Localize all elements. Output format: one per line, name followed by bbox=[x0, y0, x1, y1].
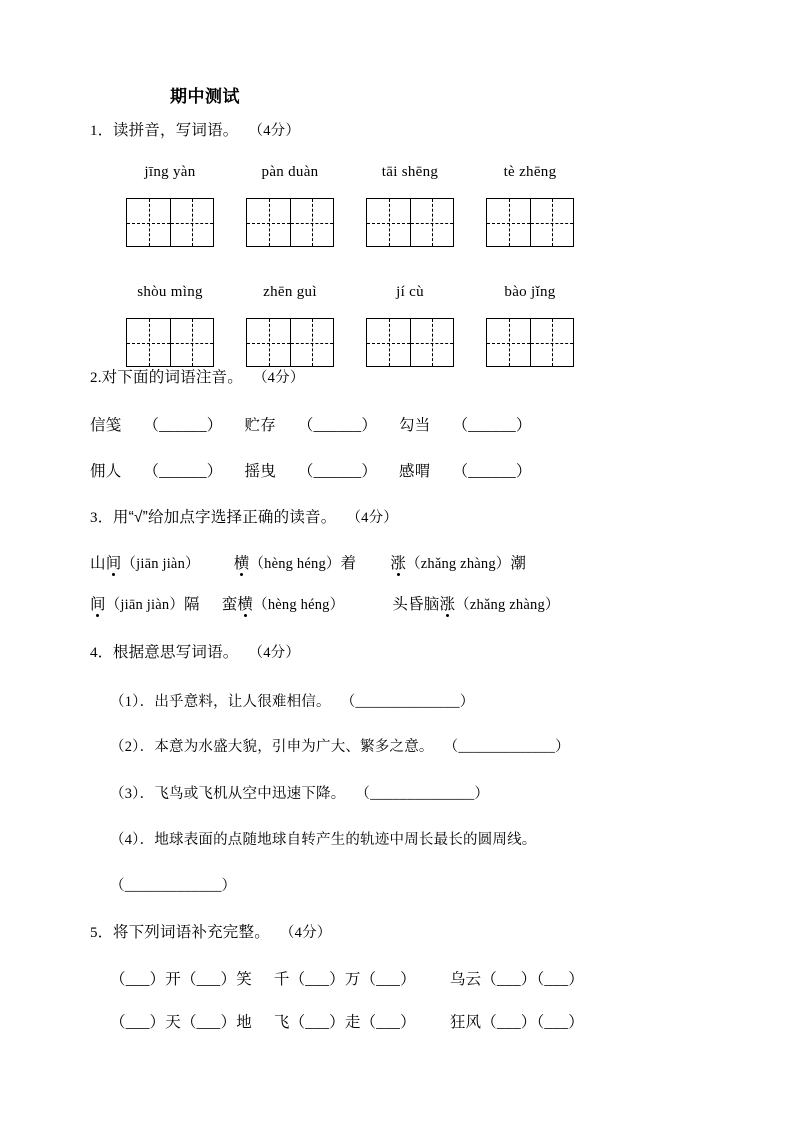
q4-item-4 bbox=[110, 828, 537, 849]
q5-row-2 bbox=[110, 1010, 584, 1032]
pronunciation-options[interactable]: （zhǎng zhàng） bbox=[406, 556, 511, 572]
vocabulary-word: 信笺 bbox=[90, 417, 122, 434]
char-suffix: 潮 bbox=[510, 555, 527, 572]
item-text: 本意为水盛大貌，引申为广大、繁多之意。 bbox=[154, 739, 434, 755]
q4-item-2 bbox=[110, 735, 570, 756]
writing-grid-cell[interactable] bbox=[290, 319, 333, 366]
writing-grid-group[interactable] bbox=[366, 318, 454, 367]
question-5-text: 将下列词语补充完整。 bbox=[112, 924, 270, 941]
idiom-blank-group[interactable]: （___）天（___）地 bbox=[110, 1014, 252, 1031]
answer-blank[interactable]: （______________） bbox=[355, 786, 490, 802]
answer-blank[interactable]: （______） bbox=[452, 463, 532, 480]
char-prefix: 头昏脑 bbox=[392, 596, 440, 613]
question-5-number: 5． bbox=[90, 925, 113, 941]
dotted-char: 间 bbox=[90, 592, 106, 614]
answer-blank[interactable]: （______） bbox=[143, 417, 223, 434]
question-5-points: （4分） bbox=[279, 925, 332, 941]
dotted-char: 涨 bbox=[439, 592, 455, 614]
writing-grid-group[interactable] bbox=[486, 198, 574, 247]
item-label: （2）． bbox=[110, 739, 155, 755]
q3-row-1 bbox=[90, 551, 526, 573]
writing-grid-group[interactable] bbox=[126, 198, 214, 247]
question-3-points: （4分） bbox=[346, 510, 398, 526]
item-text: 地球表面的点随地球自转产生的轨迹中周长最长的圆周线。 bbox=[154, 832, 537, 848]
writing-grid-group[interactable] bbox=[486, 318, 574, 367]
q1-writing-grid-row-1 bbox=[118, 198, 718, 248]
q1-pinyin-row-1 bbox=[118, 164, 718, 186]
pinyin-label: shòu mìng bbox=[137, 284, 203, 300]
question-2-number: 2. bbox=[90, 370, 102, 386]
question-4-points: （4分） bbox=[248, 645, 301, 661]
pinyin-label: tè zhēng bbox=[503, 164, 557, 180]
pronunciation-options[interactable]: （hèng héng） bbox=[253, 597, 345, 613]
item-text: 出乎意料，让人很难相信。 bbox=[154, 694, 331, 710]
item-text: 飞鸟或飞机从空中迅速下降。 bbox=[154, 786, 346, 802]
question-2-text: 对下面的词语注音。 bbox=[101, 369, 243, 386]
writing-grid-cell[interactable] bbox=[530, 319, 573, 366]
idiom-blank-group[interactable]: 千（___）万（___） bbox=[273, 971, 416, 988]
answer-blank[interactable]: （______） bbox=[297, 463, 378, 480]
vocabulary-word: 佣人 bbox=[90, 463, 122, 480]
writing-grid-cell[interactable] bbox=[127, 199, 170, 246]
q4-item-4-blank-line bbox=[110, 874, 236, 895]
question-2-heading bbox=[90, 365, 305, 387]
char-prefix: 蛮 bbox=[221, 596, 238, 613]
vocabulary-word: 贮存 bbox=[244, 417, 276, 434]
answer-blank[interactable]: （______） bbox=[297, 417, 378, 434]
char-suffix: 着 bbox=[340, 555, 357, 572]
item-label: （4）． bbox=[110, 832, 155, 848]
vocabulary-word: 摇曳 bbox=[244, 463, 276, 480]
writing-grid-cell[interactable] bbox=[530, 199, 573, 246]
question-3-heading bbox=[90, 505, 398, 527]
question-3-number: 3． bbox=[90, 510, 113, 526]
question-2-points: （4分） bbox=[252, 370, 305, 386]
answer-blank[interactable]: （______） bbox=[452, 417, 532, 434]
q1-writing-grid-row-2 bbox=[118, 318, 718, 368]
answer-blank[interactable]: （______） bbox=[143, 463, 223, 480]
pinyin-label: tāi shēng bbox=[381, 164, 439, 180]
writing-grid-cell[interactable] bbox=[290, 199, 333, 246]
writing-grid-cell[interactable] bbox=[410, 319, 453, 366]
pinyin-label: jí cù bbox=[396, 284, 424, 300]
answer-blank[interactable]: （______________） bbox=[340, 694, 475, 710]
writing-grid-cell[interactable] bbox=[487, 199, 530, 246]
writing-grid-group[interactable] bbox=[126, 318, 214, 367]
dotted-char: 横 bbox=[234, 551, 250, 573]
writing-grid-cell[interactable] bbox=[170, 199, 213, 246]
vocabulary-word: 感喟 bbox=[399, 463, 431, 480]
pronunciation-options[interactable]: （zhǎng zhàng） bbox=[455, 597, 560, 613]
writing-grid-cell[interactable] bbox=[367, 319, 410, 366]
idiom-blank-group[interactable]: 乌云（___）（___） bbox=[449, 971, 584, 988]
question-1-text: 读拼音，写词语。 bbox=[112, 122, 239, 139]
page-title: 期中测试 bbox=[170, 87, 240, 106]
char-prefix: 山 bbox=[90, 555, 106, 572]
idiom-blank-group[interactable]: （___）开（___）笑 bbox=[110, 971, 252, 988]
writing-grid-cell[interactable] bbox=[247, 319, 290, 366]
pronunciation-options[interactable]: （hèng héng） bbox=[249, 556, 341, 572]
pinyin-label: bào jǐng bbox=[504, 284, 556, 300]
vocabulary-word: 勾当 bbox=[399, 417, 431, 434]
pinyin-label: pàn duàn bbox=[261, 164, 319, 180]
writing-grid-cell[interactable] bbox=[367, 199, 410, 246]
writing-grid-cell[interactable] bbox=[247, 199, 290, 246]
writing-grid-cell[interactable] bbox=[410, 199, 453, 246]
idiom-blank-group[interactable]: 飞（___）走（___） bbox=[273, 1014, 416, 1031]
question-1-points: （4分） bbox=[248, 123, 301, 139]
q2-row-2 bbox=[90, 459, 532, 481]
writing-grid-group[interactable] bbox=[246, 198, 334, 247]
pinyin-label: zhēn guì bbox=[263, 284, 317, 300]
question-1-heading bbox=[90, 118, 300, 140]
q4-item-1 bbox=[110, 690, 474, 711]
q4-item-3 bbox=[110, 782, 489, 803]
q5-row-1 bbox=[110, 967, 584, 989]
question-1-number: 1． bbox=[90, 123, 113, 139]
pinyin-label: jīng yàn bbox=[144, 164, 196, 180]
question-5-heading bbox=[90, 920, 331, 942]
writing-grid-cell[interactable] bbox=[487, 319, 530, 366]
item-label: （1）． bbox=[110, 694, 155, 710]
answer-blank[interactable]: （_____________） bbox=[110, 878, 237, 894]
writing-grid-group[interactable] bbox=[246, 318, 334, 367]
dotted-char: 间 bbox=[106, 551, 122, 573]
pronunciation-options[interactable]: （jiān jiàn） bbox=[121, 556, 200, 572]
question-4-heading bbox=[90, 640, 300, 662]
pronunciation-options[interactable]: （jiān jiàn） bbox=[105, 597, 185, 613]
dotted-char: 涨 bbox=[390, 551, 406, 573]
writing-grid-cell[interactable] bbox=[170, 319, 213, 366]
writing-grid-group[interactable] bbox=[366, 198, 454, 247]
q3-row-2 bbox=[90, 592, 560, 614]
question-4-number: 4． bbox=[90, 645, 113, 661]
idiom-blank-group[interactable]: 狂风（___）（___） bbox=[449, 1014, 584, 1031]
answer-blank[interactable]: （_____________） bbox=[443, 739, 570, 755]
q1-pinyin-row-2 bbox=[118, 284, 718, 306]
question-4-text: 根据意思写词语。 bbox=[112, 644, 239, 661]
item-label: （3）． bbox=[110, 786, 155, 802]
writing-grid-cell[interactable] bbox=[127, 319, 170, 366]
question-3-text: 用“√”给加点字选择正确的读音。 bbox=[112, 509, 337, 526]
q2-row-1 bbox=[90, 413, 532, 435]
dotted-char: 横 bbox=[237, 592, 253, 614]
char-suffix: 隔 bbox=[184, 596, 200, 613]
